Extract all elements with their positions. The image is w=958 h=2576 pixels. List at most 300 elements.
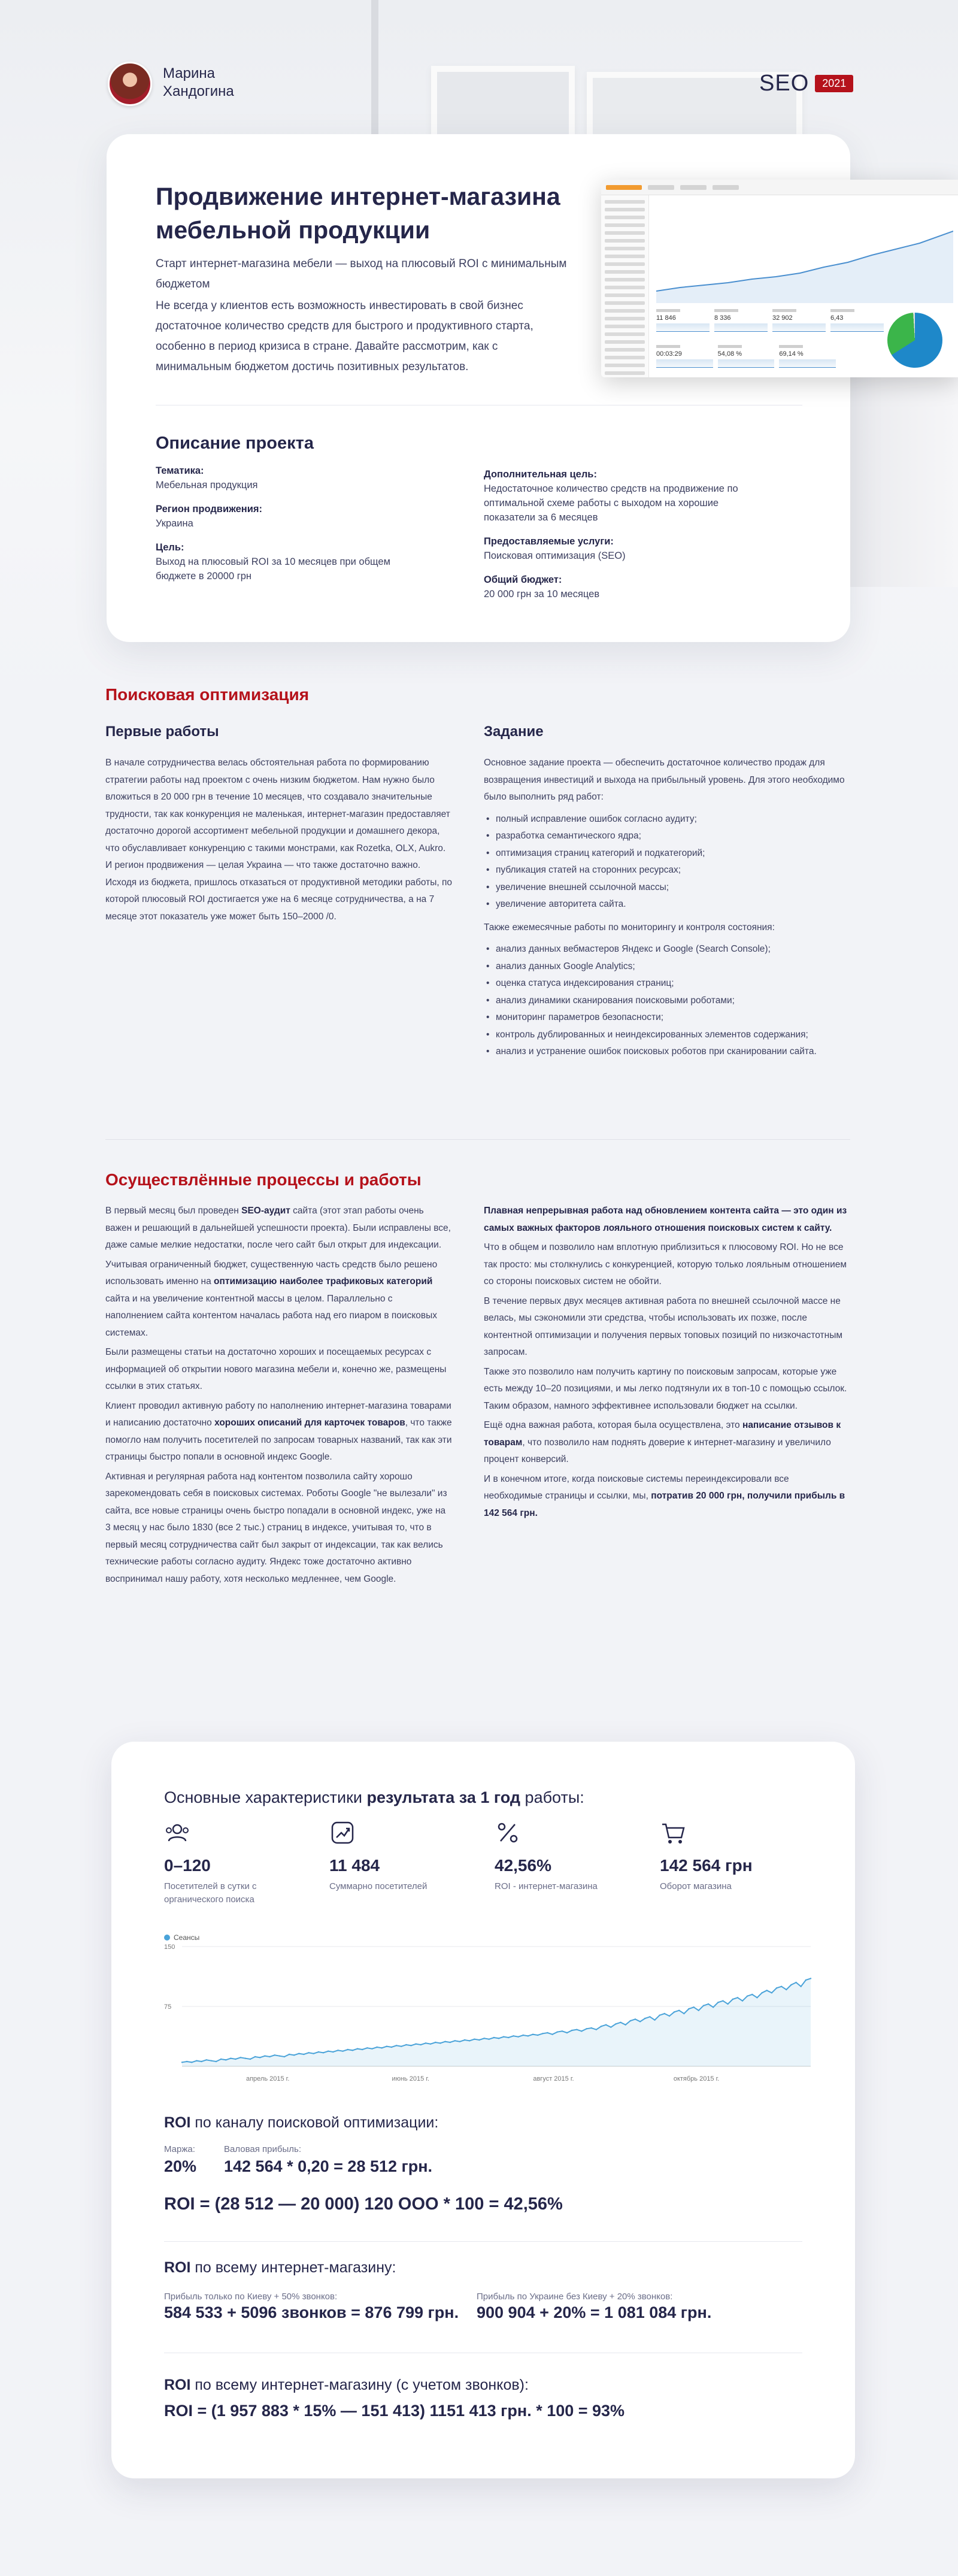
stat-value: 42,56% xyxy=(495,1856,551,1875)
stat-turnover xyxy=(660,1820,804,1893)
intro-paragraph: Старт интернет-магазина мебели — выход на плюсовый ROI с минимальным бюджетом xyxy=(156,258,567,290)
chart-svg xyxy=(164,1941,817,2090)
analytics-menu-item xyxy=(605,293,645,297)
avatar xyxy=(108,62,152,106)
data-point xyxy=(542,2033,543,2034)
analytics-tile xyxy=(718,345,775,368)
analytics-tab xyxy=(680,185,707,190)
data-point xyxy=(683,2013,684,2014)
list-item: • анализ данных вебмастеров Яндекс и Google (Search Console); xyxy=(484,941,819,958)
analytics-tiles xyxy=(656,345,836,368)
data-point xyxy=(596,2029,597,2030)
data-point xyxy=(439,2042,441,2044)
data-point xyxy=(362,2049,363,2050)
data-point xyxy=(454,2040,456,2041)
data-point xyxy=(523,2035,524,2036)
data-point xyxy=(225,2059,226,2060)
analytics-menu-item xyxy=(605,247,645,250)
data-point xyxy=(581,2030,582,2032)
data-point xyxy=(503,2036,504,2037)
data-point xyxy=(298,2053,299,2054)
data-point xyxy=(264,2055,265,2056)
data-point xyxy=(630,2020,631,2021)
analytics-tab xyxy=(713,185,739,190)
data-point xyxy=(717,2002,718,2003)
roi-calls-formula: ROI = (1 957 883 * 15% — 151 413) 1151 413 грн. * 100 = 93% xyxy=(164,2402,625,2420)
budget-block xyxy=(484,573,759,601)
divider xyxy=(105,1139,850,1140)
stat-caption: Суммарно посетителей xyxy=(329,1881,428,1891)
data-point xyxy=(181,2062,183,2063)
data-point xyxy=(474,2038,475,2039)
tile-value: 54,08 % xyxy=(717,350,742,358)
text-run-bold: оптимизацию наиболее трафиковых категорий xyxy=(214,1276,433,1287)
stat-visitors xyxy=(164,1820,308,1906)
process-right-column xyxy=(484,1203,850,1522)
text-run-bold: Плавная непрерывная работа над обновлением контента сайта — это один из самых важных факторов лояльного отношения поисковых систем к сайту. xyxy=(484,1206,847,1233)
region-label: Регион продвижения: xyxy=(156,504,262,514)
text-run-bold: результата за 1 год xyxy=(366,1788,521,1806)
data-point xyxy=(235,2059,236,2060)
data-point xyxy=(664,2013,665,2014)
data-point xyxy=(576,2029,577,2030)
services-label: Предоставляемые услуги: xyxy=(484,536,614,547)
task-title: Задание xyxy=(484,724,544,740)
data-point xyxy=(347,2049,348,2050)
data-point xyxy=(610,2026,611,2027)
x-tick-label: июнь 2015 г. xyxy=(392,2075,430,2082)
list-item: • полный исправление ошибок согласно аудиту; xyxy=(484,811,850,828)
text-run: по каналу поисковой оптимизации: xyxy=(190,2114,439,2131)
text-run: , что также помогло нам получить посетителей по запросам товарных названий, так как эти страницы быстро попали в основной индекс Google. xyxy=(105,1418,452,1462)
data-point xyxy=(250,2059,251,2060)
data-point xyxy=(211,2060,212,2061)
data-point xyxy=(196,2060,197,2061)
process-paragraph: Активная и регулярная работа над контентом позволила сайту хорошо зарекомендовать себя в поисковых системах. Роботы Google "не вылезали" из сайта, все новые страницы очень быстро попадали в основной индекс, уже на 3 месяц у нас было 1830 (все 2 тыс.) страниц в индексе, учитывая то, что в первый месяц сотрудничества сайт был закрыт от индексации, так как велись технические работы согласно аудиту. Яндекс тоже достаточно активно воспринимал нашу работу, хотя несколько медленнее, чем Google. xyxy=(105,1471,447,1584)
analytics-menu-item xyxy=(605,208,645,211)
page-title: Продвижение интернет-магазина мебельной продукции xyxy=(156,183,560,244)
goal-value: Выход на плюсовый ROI за 10 месяцев при общем бюджете в 20000 грн xyxy=(156,556,390,582)
process-left-column xyxy=(105,1203,453,1588)
gross-value: 142 564 * 0,20 = 28 512 грн. xyxy=(224,2157,433,2175)
chart-labels xyxy=(246,2075,719,2082)
stat-caption: Посетителей в сутки с органического поиска xyxy=(164,1881,257,1905)
process-paragraph: Что в общем и позволило нам вплотную приблизиться к плюсовому ROI. Но не все так просто: мы столкнулись с конкуренцией, которую только лояльным отношением со стороны поисковых систем не обойти. xyxy=(484,1242,847,1287)
data-point xyxy=(259,2057,260,2058)
data-point xyxy=(303,2054,304,2055)
text-run: , что позволило нам поднять доверие к интернет-магазину и увеличило процент конверсий. xyxy=(484,1437,831,1464)
cart-icon xyxy=(660,1820,686,1846)
topic-block xyxy=(156,464,431,492)
margin-label: Маржа: xyxy=(164,2144,195,2154)
data-point xyxy=(405,2044,407,2045)
topic-value: Мебельная продукция xyxy=(156,480,258,491)
analytics-menu-item xyxy=(605,301,645,305)
data-point xyxy=(698,2009,699,2011)
analytics-menu-item xyxy=(605,332,645,336)
text-run-bold: SEO-аудит xyxy=(241,1206,290,1216)
data-point xyxy=(435,2042,436,2043)
text-run: работы: xyxy=(520,1788,584,1806)
tile-spark xyxy=(714,323,768,332)
roi-calls-title xyxy=(164,2377,529,2394)
data-point xyxy=(537,2035,538,2036)
author-first-name: Марина xyxy=(163,65,215,81)
region-block xyxy=(156,502,431,531)
data-point xyxy=(566,2032,568,2033)
stat-caption: ROI - интернет-магазина xyxy=(495,1881,598,1891)
data-point xyxy=(220,2059,222,2060)
tile-value: 00:03:29 xyxy=(656,350,682,358)
stat-value: 142 564 грн xyxy=(660,1856,753,1875)
seo-badge xyxy=(759,71,853,96)
data-point xyxy=(274,2054,275,2056)
data-point xyxy=(357,2048,358,2049)
data-point xyxy=(693,2006,694,2008)
topic-label: Тематика: xyxy=(156,465,204,476)
process-paragraph: Были размещены статьи на достаточно хороших и посещаемых ресурсах с информацией об открытии нового магазина мебели и, конечно же, размещены ссылки в этих статьях. xyxy=(105,1347,447,1391)
data-point xyxy=(483,2038,484,2039)
region-value: Украина xyxy=(156,518,193,529)
tile-spark xyxy=(779,359,836,368)
stat-value: 0–120 xyxy=(164,1856,211,1875)
data-point xyxy=(371,2048,372,2049)
data-point xyxy=(425,2042,426,2044)
list-item: • анализ и устранение ошибок поисковых роботов при сканировании сайта. xyxy=(484,1043,819,1061)
data-point xyxy=(478,2039,480,2041)
analytics-menu-item xyxy=(605,200,645,204)
data-point xyxy=(342,2050,343,2051)
extra-goal-block xyxy=(484,467,759,525)
legend-label: Сеансы xyxy=(174,1933,200,1942)
list-item: • увеличение авторитета сайта. xyxy=(484,896,850,913)
text-run-bold: написание отзывов к товарам xyxy=(484,1420,841,1448)
analytics-menu-item xyxy=(605,356,645,359)
analytics-tile xyxy=(830,309,884,332)
list-item: • оптимизация страниц категорий и подкатегорий; xyxy=(484,845,850,862)
data-point xyxy=(323,2052,324,2053)
tile-label xyxy=(714,309,738,312)
analytics-tile xyxy=(772,309,826,332)
data-point xyxy=(571,2030,572,2031)
text-run: В первый месяц был проведен xyxy=(105,1206,242,1216)
process-paragraph xyxy=(105,1203,453,1254)
budget-label: Общий бюджет: xyxy=(484,574,562,585)
list-item: • публикация статей на сторонних ресурсах; xyxy=(484,862,850,879)
data-point xyxy=(737,1997,738,1998)
data-point xyxy=(766,1990,768,1991)
analytics-menu-item xyxy=(605,270,645,274)
data-point xyxy=(396,2045,397,2046)
analytics-topbar xyxy=(601,180,958,195)
data-point xyxy=(805,1979,807,1981)
data-point xyxy=(489,2038,490,2039)
tile-spark xyxy=(772,323,826,332)
data-point xyxy=(420,2044,422,2045)
data-point xyxy=(289,2054,290,2055)
data-point xyxy=(776,1987,777,1988)
author-last-name: Хандогина xyxy=(163,83,234,99)
process-paragraph xyxy=(105,1398,453,1466)
data-point xyxy=(644,2018,645,2019)
data-point xyxy=(279,2055,280,2056)
analytics-menu-item xyxy=(605,309,645,313)
data-point xyxy=(557,2031,558,2032)
data-point xyxy=(186,2061,187,2062)
analytics-logo xyxy=(606,185,642,190)
analytics-pie xyxy=(887,313,942,368)
analytics-menu-item xyxy=(605,325,645,328)
chart-area-layer xyxy=(181,1978,811,2066)
gross-label: Валовая прибыль: xyxy=(224,2144,301,2154)
data-point xyxy=(410,2045,411,2046)
tile-spark xyxy=(656,359,713,368)
analytics-tile xyxy=(656,309,710,332)
section-title-seo: Поисковая оптимизация xyxy=(105,685,310,704)
text-run: по всему интернет-магазину: xyxy=(190,2259,396,2276)
margin-value: 20% xyxy=(164,2157,197,2175)
task-block xyxy=(484,755,850,1061)
analytics-menu-item xyxy=(605,286,645,289)
description-right-column xyxy=(484,467,759,611)
text-run-bold: ROI xyxy=(164,2259,191,2276)
data-point xyxy=(722,2000,723,2001)
results-card xyxy=(111,1742,855,2478)
data-point xyxy=(708,2003,709,2005)
text-run: сайта и на увеличение контентной массы в целом. Параллельно с наполнением сайта контентом началась работа над его пиаром в поисковых системах. xyxy=(105,1293,438,1338)
data-point xyxy=(386,2045,387,2047)
y-tick-label: 75 xyxy=(164,2003,172,2011)
process-paragraph xyxy=(484,1203,850,1237)
data-point xyxy=(201,2061,202,2062)
tile-label xyxy=(656,345,680,348)
text-run: Учитывая ограниченный бюджет, существенную часть средств было решено использовать именно на xyxy=(105,1259,438,1287)
divider xyxy=(164,2241,802,2242)
data-point xyxy=(795,1982,796,1983)
data-point xyxy=(747,1995,748,1996)
data-point xyxy=(547,2032,548,2033)
process-paragraph xyxy=(484,1417,850,1469)
process-paragraph: Также это позволило нам получить картину по поисковым запросам, которые уже есть между 10–20 позициями, и мы легко подтянули их в топ-10 с помощью ссылок. Таким образом, намного эффективнее использовали бюджет на ссылки. xyxy=(484,1366,847,1411)
data-point xyxy=(669,2015,670,2017)
data-point xyxy=(216,2061,217,2062)
data-point xyxy=(401,2045,402,2047)
data-point xyxy=(284,2056,285,2057)
trend-icon xyxy=(329,1820,356,1846)
roi-seo-formula: ROI = (28 512 — 20 000) 120 OOO * 100 = 42,56% xyxy=(164,2194,563,2214)
hero-intro xyxy=(156,254,575,377)
goal-block xyxy=(156,540,431,583)
data-point xyxy=(635,2018,636,2020)
data-point xyxy=(659,2014,660,2015)
budget-value: 20 000 грн за 10 месяцев xyxy=(484,589,600,600)
percent-icon xyxy=(495,1820,521,1846)
data-point xyxy=(615,2023,616,2024)
text-run: Клиент проводил активную работу по наполнению интернет-магазина товарами и написанию достаточно xyxy=(105,1400,451,1428)
analytics-menu-item xyxy=(605,371,645,375)
extra-goal-value: Недостаточное количество средств на продвижение по оптимальной схеме работы с выходом на хорошие показатели за 6 месяцев xyxy=(484,483,738,523)
text-run: по всему интернет-магазину (с учетом звонков): xyxy=(190,2377,529,2393)
data-point xyxy=(713,2006,714,2008)
list-item: • мониторинг параметров безопасности; xyxy=(484,1009,819,1027)
data-point xyxy=(366,2047,368,2048)
data-point xyxy=(742,2000,743,2001)
data-point xyxy=(245,2057,246,2059)
tile-label xyxy=(718,345,742,348)
tile-label xyxy=(830,309,854,312)
x-tick-label: апрель 2015 г. xyxy=(245,2075,290,2082)
task-intro: Основное задание проекта — обеспечить достаточное количество продаж для возвращения инвестиций и выхода на прибыльный уровень. Для этого необходимо было выполнить ряд работ: xyxy=(484,758,845,802)
analytics-tab xyxy=(648,185,674,190)
description-left-column xyxy=(156,464,431,593)
data-point xyxy=(459,2041,460,2042)
series-area xyxy=(182,1978,811,2066)
data-point xyxy=(674,2011,675,2012)
data-point xyxy=(508,2037,509,2038)
year-pill: 2021 xyxy=(815,75,853,92)
analytics-menu-item xyxy=(605,262,645,266)
author-name xyxy=(163,65,234,101)
data-point xyxy=(254,2056,256,2057)
analytics-screenshot xyxy=(601,180,958,377)
data-point xyxy=(624,2024,626,2025)
data-point xyxy=(517,2036,519,2037)
list-item: • анализ данных Google Analytics; xyxy=(484,958,819,976)
data-point xyxy=(649,2016,650,2017)
analytics-menu-item xyxy=(605,239,645,243)
data-point xyxy=(732,1999,733,2000)
analytics-tiles xyxy=(656,309,884,332)
data-point xyxy=(781,1985,782,1987)
data-point xyxy=(703,2005,704,2006)
goal-label: Цель: xyxy=(156,542,184,553)
tile-label xyxy=(656,309,680,312)
text-run-bold: хороших описаний для карточек товаров xyxy=(214,1418,405,1428)
legend-swatch xyxy=(164,1935,170,1941)
data-point xyxy=(761,1992,762,1993)
text-run: Ещё одна важная работа, которая была осуществлена, это xyxy=(484,1420,742,1430)
x-tick-label: август 2015 г. xyxy=(533,2075,574,2082)
y-tick-label: 150 xyxy=(164,1944,175,1951)
data-point xyxy=(562,2030,563,2032)
analytics-menu-item xyxy=(605,216,645,219)
data-point xyxy=(332,2051,334,2053)
data-point xyxy=(601,2026,602,2027)
data-point xyxy=(469,2040,470,2041)
data-point xyxy=(790,1984,792,1985)
list-item: • контроль дублированных и неиндексированных элементов содержания; xyxy=(484,1027,819,1044)
data-point xyxy=(771,1992,772,1993)
tile-label xyxy=(772,309,796,312)
analytics-menu-item xyxy=(605,348,645,352)
task-list xyxy=(484,811,850,913)
data-point xyxy=(513,2035,514,2036)
data-point xyxy=(337,2050,338,2051)
services-block xyxy=(484,534,759,563)
kyiv-label: Прибыль только по Киеву + 50% звонков: xyxy=(164,2292,338,2302)
process-paragraph xyxy=(105,1257,453,1342)
data-point xyxy=(328,2050,329,2051)
data-point xyxy=(498,2038,499,2039)
analytics-menu-item xyxy=(605,231,645,235)
data-point xyxy=(415,2043,416,2044)
data-point xyxy=(308,2052,309,2053)
first-works-title: Первые работы xyxy=(105,724,219,740)
users-icon xyxy=(164,1820,190,1846)
data-point xyxy=(810,1978,811,1979)
list-item: • увеличение внешней ссылочной массы; xyxy=(484,879,850,897)
data-point xyxy=(352,2050,353,2051)
tile-spark xyxy=(656,323,710,332)
x-tick-label: октябрь 2015 г. xyxy=(673,2075,720,2082)
monitor-intro: Также ежемесячные работы по мониторингу и контроля состояния: xyxy=(484,922,775,933)
data-point xyxy=(205,2059,207,2060)
data-point xyxy=(493,2037,495,2038)
text-run: Основные характеристики xyxy=(164,1788,367,1806)
data-point xyxy=(551,2033,553,2035)
data-point xyxy=(230,2057,231,2059)
data-point xyxy=(381,2047,383,2048)
tile-value: 11 846 xyxy=(656,314,676,322)
analytics-menu-item xyxy=(605,317,645,320)
text-run: И в конечном итоге, когда поисковые системы переиндексировали все необходимые страницы и ссылки, мы, xyxy=(484,1473,789,1501)
tile-value: 6,43 xyxy=(830,314,844,322)
data-point xyxy=(639,2021,641,2022)
analytics-main xyxy=(656,201,953,373)
section-title-process: Осуществлённые процессы и работы xyxy=(105,1170,422,1189)
tile-value: 32 902 xyxy=(772,314,793,322)
list-item: • разработка семантического ядра; xyxy=(484,828,850,845)
text-run-bold: ROI xyxy=(164,2114,191,2131)
data-point xyxy=(191,2062,192,2063)
process-paragraph: В течение первых двух месяцев активная работа по внешней ссылочной массе не велась, мы сэкономили эти средства, чтобы использовать их позже, после контентной оптимизации и получения первых топовых позиций по низкочастотным запросам. xyxy=(484,1295,842,1357)
analytics-menu-item xyxy=(605,223,645,227)
data-point xyxy=(678,2009,680,2011)
tile-label xyxy=(779,345,803,348)
stat-value: 11 484 xyxy=(329,1856,380,1875)
ukraine-value: 900 904 + 20% = 1 081 084 грн. xyxy=(477,2303,712,2321)
data-point xyxy=(391,2047,392,2048)
text-run-bold: ROI xyxy=(164,2377,191,2393)
stat-roi xyxy=(495,1820,638,1893)
tile-value: 8 336 xyxy=(714,314,731,322)
data-point xyxy=(430,2043,431,2044)
data-point xyxy=(801,1985,802,1987)
data-point xyxy=(318,2051,319,2053)
data-point xyxy=(240,2057,241,2058)
data-point xyxy=(591,2027,592,2029)
analytics-menu-item xyxy=(605,340,645,344)
data-point xyxy=(269,2056,270,2057)
data-point xyxy=(586,2028,587,2029)
data-point xyxy=(688,2008,689,2009)
stat-total xyxy=(329,1820,473,1893)
ukraine-label: Прибыль по Украине без Киеву + 20% звонков: xyxy=(477,2292,673,2302)
data-point xyxy=(313,2053,314,2054)
tile-spark xyxy=(718,359,775,368)
analytics-menu-item xyxy=(605,364,645,367)
analytics-menu-item xyxy=(605,278,645,281)
roi-seo-title xyxy=(164,2114,438,2132)
services-value: Поисковая оптимизация (SEO) xyxy=(484,550,626,561)
kyiv-value: 584 533 + 5096 звонков = 876 799 грн. xyxy=(164,2303,459,2321)
data-point xyxy=(620,2021,621,2023)
seo-label: SEO xyxy=(759,71,810,96)
process-paragraph xyxy=(484,1471,850,1522)
extra-goal-label: Дополнительная цель: xyxy=(484,469,597,480)
roi-shop-title xyxy=(164,2259,396,2277)
sessions-chart xyxy=(164,1933,817,2089)
